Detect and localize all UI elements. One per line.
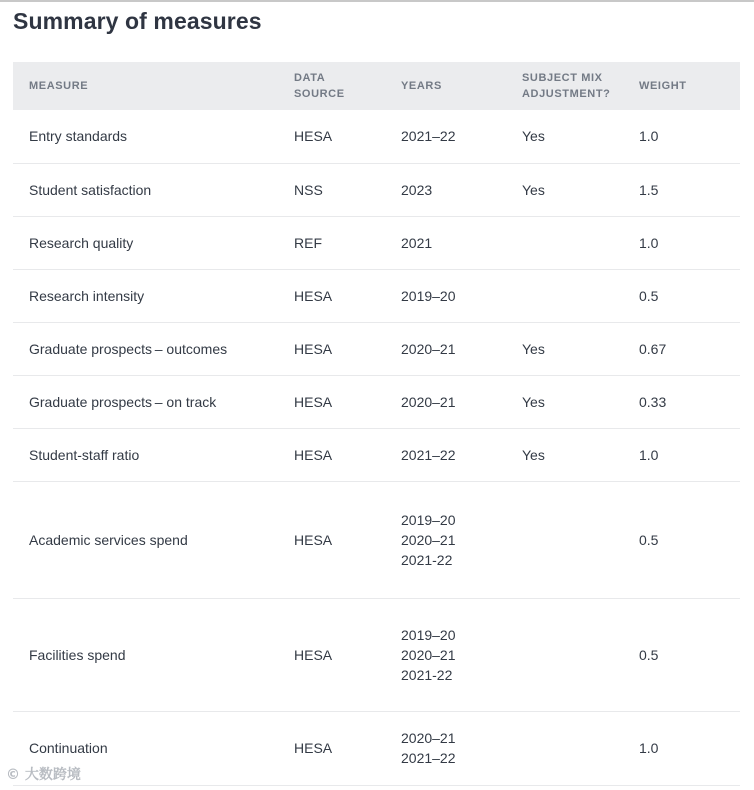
table-row (13, 428, 740, 481)
cell-weight: 1.0 (639, 711, 740, 785)
page-title: Summary of measures (13, 8, 262, 34)
header-data-source: DATA SOURCE (294, 72, 345, 100)
cell-weight: 0.67 (639, 322, 740, 375)
cell-source: HESA (294, 711, 401, 785)
cell-subject-mix (522, 598, 639, 711)
cell-weight: 1.5 (639, 163, 740, 216)
cell-years: 2021 (401, 216, 522, 269)
cell-years: 2023 (401, 163, 522, 216)
cell-source: HESA (294, 375, 401, 428)
cell-source: HESA (294, 322, 401, 375)
cell-measure: Continuation (13, 711, 294, 785)
cell-source: NSS (294, 163, 401, 216)
table-row (13, 216, 740, 269)
cell-source: REF (294, 216, 401, 269)
cell-measure: Student satisfaction (13, 163, 294, 216)
cell-subject-mix: Yes (522, 322, 639, 375)
cell-subject-mix: Yes (522, 163, 639, 216)
measures-table-container (13, 62, 740, 786)
cell-source: HESA (294, 428, 401, 481)
cell-subject-mix: Yes (522, 110, 639, 163)
cell-years: 2020–21 (401, 375, 522, 428)
cell-weight: 1.0 (639, 216, 740, 269)
cell-years: 2019–20 (401, 269, 522, 322)
cell-subject-mix: Yes (522, 428, 639, 481)
cell-years: 2021–22 (401, 110, 522, 163)
cell-measure: Academic services spend (13, 481, 294, 598)
cell-measure: Student-staff ratio (13, 428, 294, 481)
table-header-row (13, 62, 740, 110)
cell-weight: 1.0 (639, 110, 740, 163)
cell-source: HESA (294, 110, 401, 163)
cell-measure: Entry standards (13, 110, 294, 163)
cell-subject-mix (522, 216, 639, 269)
table-row (13, 110, 740, 163)
header-measure: MEASURE (29, 80, 89, 92)
table-row (13, 163, 740, 216)
header-years: YEARS (401, 80, 442, 92)
header-weight: WEIGHT (639, 80, 687, 92)
cell-weight: 0.5 (639, 598, 740, 711)
cell-subject-mix (522, 711, 639, 785)
cell-measure: Graduate prospects – on track (13, 375, 294, 428)
cell-years: 2019–20 2020–21 2021-22 (401, 481, 522, 598)
cell-measure: Research quality (13, 216, 294, 269)
table-row (13, 711, 740, 785)
cell-subject-mix: Yes (522, 375, 639, 428)
cell-subject-mix (522, 269, 639, 322)
cell-years: 2019–20 2020–21 2021-22 (401, 598, 522, 711)
table-row (13, 269, 740, 322)
table-row (13, 375, 740, 428)
cell-weight: 0.5 (639, 481, 740, 598)
cell-source: HESA (294, 598, 401, 711)
watermark-logo: © 大数跨境 (6, 767, 81, 783)
cell-weight: 0.5 (639, 269, 740, 322)
cell-measure: Research intensity (13, 269, 294, 322)
cell-years: 2021–22 (401, 428, 522, 481)
cell-measure: Graduate prospects – outcomes (13, 322, 294, 375)
cell-subject-mix (522, 481, 639, 598)
cell-weight: 1.0 (639, 428, 740, 481)
table-row (13, 481, 740, 598)
cell-years: 2020–21 2021–22 (401, 711, 522, 785)
measures-table (13, 62, 740, 786)
table-row (13, 598, 740, 711)
top-divider (0, 0, 754, 2)
table-header (13, 62, 740, 110)
cell-years: 2020–21 (401, 322, 522, 375)
table-row (13, 322, 740, 375)
cell-source: HESA (294, 269, 401, 322)
table-body (13, 110, 740, 785)
header-subject-mix: SUBJECT MIX ADJUSTMENT? (522, 72, 611, 100)
cell-measure: Facilities spend (13, 598, 294, 711)
cell-source: HESA (294, 481, 401, 598)
cell-weight: 0.33 (639, 375, 740, 428)
